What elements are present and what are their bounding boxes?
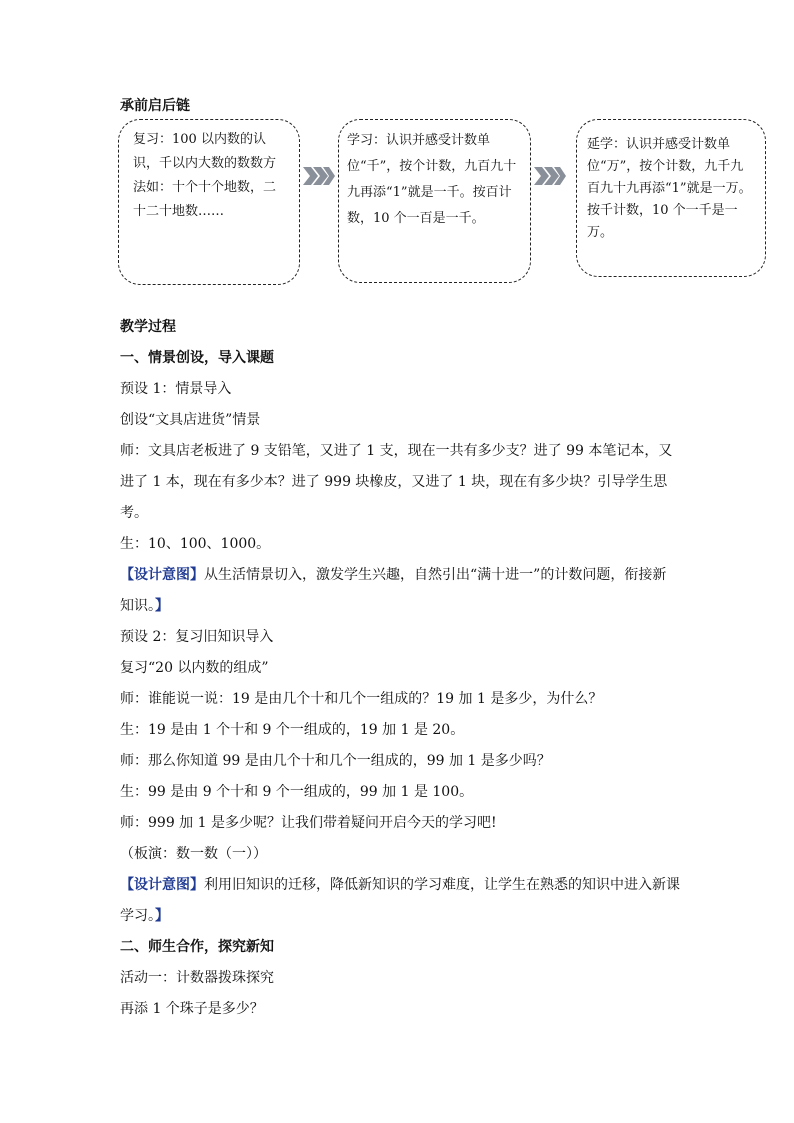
preset2: 预设 2：复习旧知识导入 xyxy=(120,629,274,645)
student-line-2: 生：19 是由 1 个十和 9 个一组成的，19 加 1 是 20。 xyxy=(120,722,465,738)
design-intent-text: 利用旧知识的迁移，降低新知识的学习难度，让学生在熟悉的知识中进入新课学习。 xyxy=(120,877,680,924)
lesson-body xyxy=(120,312,680,1025)
part2-title: 二、师生合作，探究新知 xyxy=(120,939,274,955)
design-intent-2 xyxy=(120,870,680,932)
teacher-line-2: 师：谁能说一说：19 是由几个十和几个一组成的？19 加 1 是多少，为什么？ xyxy=(120,691,603,707)
student-line-1: 生：10、100、1000。 xyxy=(120,536,271,552)
chevron-right-icon xyxy=(301,165,335,187)
teacher-line-4: 师：999 加 1 是多少呢？让我们带着疑问开启今天的学习吧! xyxy=(120,815,497,831)
scenario: 创设“文具店进货”情景 xyxy=(120,412,261,428)
learn-box: 学习：认识并感受计数单位“千”，按个计数，九百九十九再添“1”就是一千。按百计数，10 个一百是一千。 xyxy=(338,119,531,283)
part1-title: 一、情景创设，导入课题 xyxy=(120,350,274,366)
design-intent-close: 】 xyxy=(155,908,169,924)
preset1: 预设 1：情景导入 xyxy=(120,381,232,397)
teacher-line-3: 师：那么你知道 99 是由几个十和几个一组成的，99 加 1 是多少吗？ xyxy=(120,753,551,769)
teaching-process-heading: 教学过程 xyxy=(120,319,176,335)
activity1: 活动一：计数器拨珠探究 xyxy=(120,970,274,986)
board-note: （板演：数一数（一）） xyxy=(120,846,267,862)
design-intent-close: 】 xyxy=(155,598,169,614)
student-line-3: 生：99 是由 9 个十和 9 个一组成的，99 加 1 是 100。 xyxy=(120,784,474,800)
review-line: 复习“20 以内数的组成” xyxy=(120,660,269,676)
teacher-line-1: 师：文具店老板进了 9 支铅笔，又进了 1 支，现在一共有多少支？进了 99 本笔记本，又进了 1 本，现在有多少本？进了 999 块橡皮，又进了 1 块，现在有多少块？引导学生思考。 xyxy=(120,443,673,521)
section-heading: 承前启后链 xyxy=(120,98,190,114)
review-box: 复习：100 以内数的认识，千以内大数的数数方法如：十个十个地数，二十二十地数…… xyxy=(118,119,300,285)
question1: 再添 1 个珠子是多少？ xyxy=(120,1001,264,1017)
design-intent-label: 【设计意图】 xyxy=(120,567,204,583)
extend-box: 延学：认识并感受计数单位“万”，按个计数，九千九百九十九再添“1”就是一万。按千计数，10 个一千是一万。 xyxy=(576,119,766,277)
design-intent-text: 从生活情景切入，激发学生兴趣，自然引出“满十进一”的计数问题，衔接新知识。 xyxy=(120,567,667,614)
design-intent-label: 【设计意图】 xyxy=(120,877,204,893)
design-intent-1 xyxy=(120,560,680,622)
chevron-right-icon xyxy=(532,165,566,187)
